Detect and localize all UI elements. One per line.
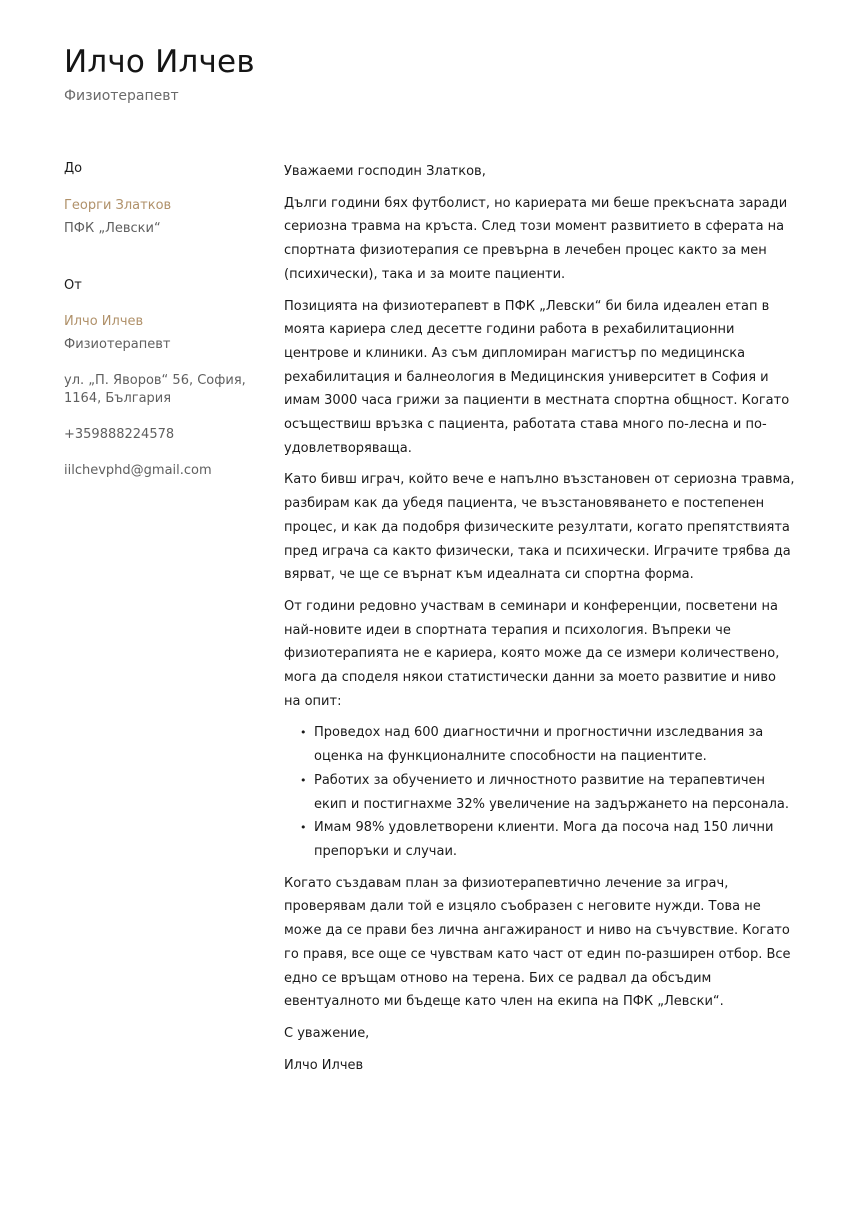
recipient-organization: ПФК „Левски“ bbox=[64, 221, 161, 236]
closing-paragraph: Когато създавам план за физиотерапевтично лечение за играч, проверявам дали той е изцяло съобразен с неговите нужди. Това не може да се прави без лична ангажираност и ниво на съчувствие. Когато го правя, все още се чувствам като част от един по-разширен отбор. Все едно се връщам отново на терена. Бих се радвал да обсъдим евентуалното ми бъдеще като член на екипа на ПФК „Левски“. bbox=[284, 875, 791, 1010]
sender-address: ул. „П. Яворов“ 56, София, 1164, България bbox=[64, 373, 246, 406]
applicant-title: Физиотерапевт bbox=[64, 88, 179, 104]
signature: Илчо Илчев bbox=[284, 1057, 364, 1073]
letter-paragraph: Като бивш играч, който вече е напълно възстановен от сериозна травма, разбирам как да убедя пациента, че възстановяването е постепенен процес, и как да подобря физическите резултати, когато препятствията пред играча са както физически, така и психически. Играчите трябва да вярват, че ще се върнат към идеалната си спортна форма. bbox=[284, 472, 795, 583]
sender-name: Илчо Илчев bbox=[64, 314, 144, 329]
letter-paragraph: Позицията на физиотерапевт в ПФК „Левски“ би била идеален етап в моята кариера след десетте години работа в рехабилитационни центрове и клиники. Аз съм дипломиран магистър по медицинска рехабилитация и балнеология в Медицинския университет в София и имам 3000 часа грижи за пациенти в местната спортна общност. Когато осъществиш връзка с пациента, работата става много по-лесна и по-удовлетворяваща. bbox=[284, 298, 790, 456]
achievements-list bbox=[284, 721, 796, 863]
sender-phone: +359888224578 bbox=[64, 427, 175, 442]
letter-body bbox=[284, 160, 796, 1085]
sender-title: Физиотерапевт bbox=[64, 337, 171, 352]
sign-off: С уважение, bbox=[284, 1025, 370, 1041]
from-label: От bbox=[64, 278, 82, 293]
letter-paragraph: Дълги години бях футболист, но кариерата ми беше прекъсната заради сериозна травма на кръста. След този момент развитието в сферата на спортната физиотерапия се превърна в лечебен процес както за мен (психически), така и за моите пациенти. bbox=[284, 195, 788, 282]
applicant-name: Илчо Илчев bbox=[64, 44, 255, 80]
salutation: Уважаеми господин Златков, bbox=[284, 164, 486, 179]
list-item: • Имам 98% удовлетворени клиенти. Мога да посоча над 150 лични препоръки и случаи. bbox=[314, 816, 796, 863]
to-label: До bbox=[64, 161, 83, 176]
recipient-name: Георги Златков bbox=[64, 198, 172, 213]
sender-email: iilchevphd@gmail.com bbox=[64, 463, 212, 478]
sidebar bbox=[64, 160, 264, 480]
list-item: • Проведох над 600 диагностични и прогностични изследвания за оценка на функционалните способности на пациентите. bbox=[314, 721, 796, 768]
list-item: • Работих за обучението и личностното развитие на терапевтичен екип и постигнахме 32% увеличение на задържането на персонала. bbox=[314, 769, 796, 816]
letter-paragraph: От години редовно участвам в семинари и конференции, посветени на най-новите идеи в спортната терапия и психология. Въпреки че физиотерапията не е кариера, която може да се измери количествено, мога да споделя някои статистически данни за моето развитие и ниво на опит: bbox=[284, 598, 780, 709]
